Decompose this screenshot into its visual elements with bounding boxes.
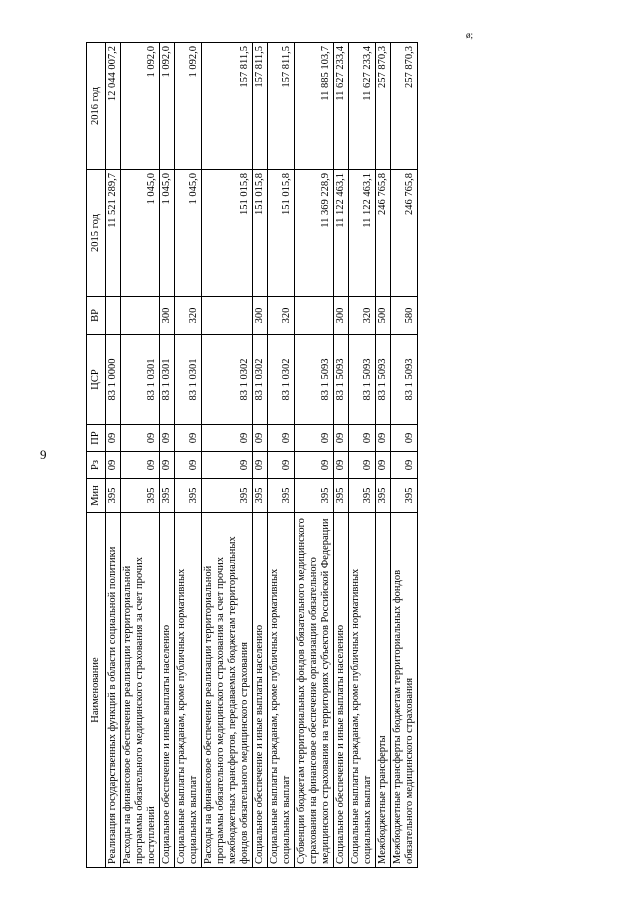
cell-csr: 83 1 5093 — [391, 335, 418, 425]
cell-vr: 320 — [268, 297, 295, 335]
cell-2015: 1 045,0 — [121, 170, 160, 297]
cell-min: 395 — [268, 479, 295, 513]
cell-min: 395 — [376, 479, 391, 513]
cell-2016: 1 092,0 — [160, 43, 175, 170]
cell-min: 395 — [121, 479, 160, 513]
header-vr: ВР — [87, 297, 106, 335]
cell-csr: 83 1 0302 — [253, 335, 268, 425]
cell-rz: 09 — [295, 452, 334, 479]
table-header-row — [87, 43, 106, 868]
cell-csr: 83 1 5093 — [295, 335, 334, 425]
cell-vr — [106, 297, 121, 335]
cell-pr: 09 — [391, 425, 418, 452]
table-row — [376, 43, 391, 868]
cell-2016: 157 811,5 — [268, 43, 295, 170]
cell-min: 395 — [349, 479, 376, 513]
cell-2016: 11 627 233,4 — [349, 43, 376, 170]
cell-csr: 83 1 0302 — [268, 335, 295, 425]
cell-pr: 09 — [295, 425, 334, 452]
cell-name: Межбюджетные трансферты бюджетам территориальных фондов обязательного медицинского страхования — [391, 513, 418, 868]
header-pr: ПР — [87, 425, 106, 452]
header-min: Мин — [87, 479, 106, 513]
cell-csr: 83 1 0301 — [160, 335, 175, 425]
cell-name: Расходы на финансовое обеспечение реализации территориальной программы обязательного медицинского страхования за счет прочих межбюджетных трансфертов, передаваемых бюджетам территориальных фондов обязательного медицинского страхования — [202, 513, 253, 868]
cell-2016: 257 870,3 — [391, 43, 418, 170]
table-row — [334, 43, 349, 868]
cell-min: 395 — [295, 479, 334, 513]
table-row — [268, 43, 295, 868]
header-name: Наименование — [87, 513, 106, 868]
cell-pr: 09 — [253, 425, 268, 452]
cell-vr: 500 — [376, 297, 391, 335]
cell-name: Социальное обеспечение и иные выплаты населению — [160, 513, 175, 868]
table-row — [175, 43, 202, 868]
table-row — [295, 43, 334, 868]
cell-name: Реализация государственных функций в области социальной политики — [106, 513, 121, 868]
cell-2016: 12 044 007,2 — [106, 43, 121, 170]
table-row — [349, 43, 376, 868]
cell-2016: 1 092,0 — [121, 43, 160, 170]
cell-csr: 83 1 5093 — [376, 335, 391, 425]
cell-2015: 246 765,8 — [391, 170, 418, 297]
cell-pr: 09 — [202, 425, 253, 452]
cell-rz: 09 — [391, 452, 418, 479]
cell-pr: 09 — [349, 425, 376, 452]
header-2015: 2015 год — [87, 170, 106, 297]
table-row — [202, 43, 253, 868]
cell-rz: 09 — [175, 452, 202, 479]
rotated-table-container — [86, 43, 511, 868]
budget-table — [86, 42, 418, 868]
cell-rz: 09 — [268, 452, 295, 479]
cell-name: Социальное обеспечение и иные выплаты населению — [334, 513, 349, 868]
cell-2015: 11 122 463,1 — [349, 170, 376, 297]
cell-min: 395 — [202, 479, 253, 513]
table-row — [253, 43, 268, 868]
cell-rz: 09 — [376, 452, 391, 479]
cell-2016: 11 885 103,7 — [295, 43, 334, 170]
cell-csr: 83 1 0301 — [175, 335, 202, 425]
cell-name: Расходы на финансовое обеспечение реализации территориальной программы обязательного медицинского страхования за счет прочих поступлений — [121, 513, 160, 868]
cell-pr: 09 — [334, 425, 349, 452]
cell-2015: 151 015,8 — [253, 170, 268, 297]
cell-2015: 11 369 228,9 — [295, 170, 334, 297]
cell-2015: 246 765,8 — [376, 170, 391, 297]
cell-pr: 09 — [106, 425, 121, 452]
table-row — [121, 43, 160, 868]
cell-rz: 09 — [349, 452, 376, 479]
cell-2015: 1 045,0 — [175, 170, 202, 297]
cell-csr: 83 1 0301 — [121, 335, 160, 425]
cell-2016: 157 811,5 — [202, 43, 253, 170]
cell-vr: 320 — [175, 297, 202, 335]
header-csr: ЦСР — [87, 335, 106, 425]
cell-rz: 09 — [121, 452, 160, 479]
cell-2015: 11 521 289,7 — [106, 170, 121, 297]
header-2016: 2016 год — [87, 43, 106, 170]
cell-pr: 09 — [175, 425, 202, 452]
cell-vr: 300 — [334, 297, 349, 335]
cell-min: 395 — [106, 479, 121, 513]
cell-rz: 09 — [106, 452, 121, 479]
cell-min: 395 — [175, 479, 202, 513]
cell-2015: 11 122 463,1 — [334, 170, 349, 297]
cell-2016: 1 092,0 — [175, 43, 202, 170]
cell-vr — [202, 297, 253, 335]
cell-rz: 09 — [202, 452, 253, 479]
cell-2016: 11 627 233,4 — [334, 43, 349, 170]
cell-vr: 300 — [253, 297, 268, 335]
cell-vr: 300 — [160, 297, 175, 335]
cell-name: Социальные выплаты гражданам, кроме публичных нормативных социальных выплат — [175, 513, 202, 868]
page-number: 9 — [40, 447, 47, 462]
cell-csr: 83 1 0302 — [202, 335, 253, 425]
cell-rz: 09 — [334, 452, 349, 479]
cell-csr: 83 1 5093 — [334, 335, 349, 425]
cell-rz: 09 — [253, 452, 268, 479]
corner-mark: ø; — [466, 30, 474, 40]
cell-2016: 157 811,5 — [253, 43, 268, 170]
cell-csr: 83 1 5093 — [349, 335, 376, 425]
cell-name: Социальное обеспечение и иные выплаты населению — [253, 513, 268, 868]
cell-min: 395 — [160, 479, 175, 513]
table-row — [391, 43, 418, 868]
cell-2015: 151 015,8 — [202, 170, 253, 297]
cell-2016: 257 870,3 — [376, 43, 391, 170]
cell-min: 395 — [391, 479, 418, 513]
table-body — [106, 43, 418, 868]
cell-pr: 09 — [121, 425, 160, 452]
cell-2015: 1 045,0 — [160, 170, 175, 297]
cell-min: 395 — [334, 479, 349, 513]
cell-name: Межбюджетные трансферты — [376, 513, 391, 868]
cell-min: 395 — [253, 479, 268, 513]
header-rz: Рз — [87, 452, 106, 479]
cell-vr — [121, 297, 160, 335]
cell-rz: 09 — [160, 452, 175, 479]
cell-vr: 320 — [349, 297, 376, 335]
cell-vr: 580 — [391, 297, 418, 335]
table-row — [106, 43, 121, 868]
cell-pr: 09 — [268, 425, 295, 452]
table-row — [160, 43, 175, 868]
cell-csr: 83 1 0000 — [106, 335, 121, 425]
cell-2015: 151 015,8 — [268, 170, 295, 297]
cell-name: Социальные выплаты гражданам, кроме публичных нормативных социальных выплат — [268, 513, 295, 868]
cell-vr — [295, 297, 334, 335]
cell-pr: 09 — [160, 425, 175, 452]
cell-name: Социальные выплаты гражданам, кроме публичных нормативных социальных выплат — [349, 513, 376, 868]
cell-name: Субвенции бюджетам территориальных фондов обязательного медицинского страхования на финансовое обеспечение организации обязательного медицинского страхования на территориях субъектов Российской Федерации — [295, 513, 334, 868]
cell-pr: 09 — [376, 425, 391, 452]
